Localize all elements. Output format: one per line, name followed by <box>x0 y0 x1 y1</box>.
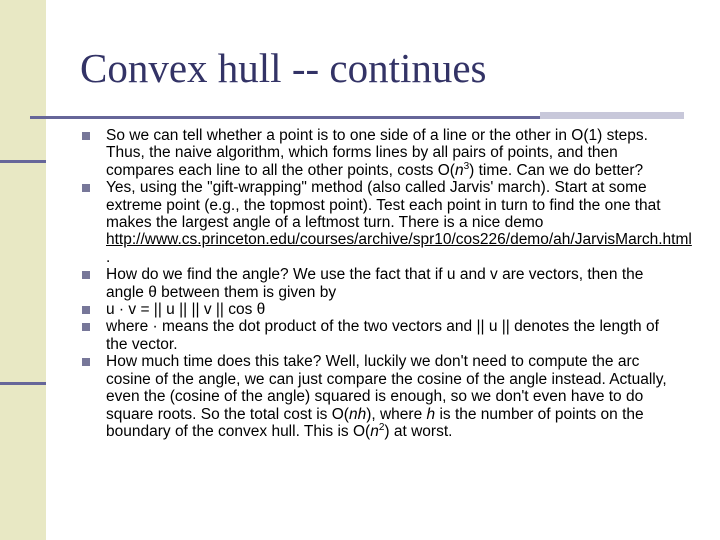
square-bullet-icon <box>82 323 90 331</box>
bullet-item: u · v = || u || || v || cos θ <box>82 301 682 318</box>
sidebar-tick-bottom <box>0 382 46 385</box>
bullet-item: Yes, using the "gift-wrapping" method (also called Jarvis' march). Start at some extreme point (e.g., the topmost point). Test each point in turn to find the one that makes the largest angle of a leftmost turn. There is a nice demo http://www.cs.princeton.edu/courses/archive/spr10/cos226/demo/ah/JarvisMarch.html . <box>82 179 682 266</box>
title-rule-accent <box>540 112 684 119</box>
square-bullet-icon <box>82 271 90 279</box>
bullet-item: where · means the dot product of the two vectors and || u || denotes the length of the vector. <box>82 318 682 353</box>
slide-title: Convex hull -- continues <box>80 45 487 91</box>
jarvis-march-demo-link[interactable]: http://www.cs.princeton.edu/courses/archive/spr10/cos226/demo/ah/JarvisMarch.html <box>106 231 692 249</box>
title-rule <box>30 116 540 119</box>
bullet-item: So we can tell whether a point is to one side of a line or the other in O(1) steps. Thus, the naive algorithm, which forms lines by all pairs of points, and then compares each line to all the other points, costs $O(n^3)$ time. Can we do better? <box>82 127 682 179</box>
square-bullet-icon <box>82 132 90 140</box>
square-bullet-icon <box>82 306 90 314</box>
bullet-list <box>82 127 692 440</box>
bullet-item: How do we find the angle? We use the fact that if u and v are vectors, then the angle θ between them is given by <box>82 266 682 301</box>
sidebar-tick-top <box>0 160 46 163</box>
sidebar-decoration <box>0 0 46 540</box>
square-bullet-icon <box>82 358 90 366</box>
bullet-item: How much time does this take? Well, luckily we don't need to compute the arc cosine of the angle, we can just compare the cosine of the angle instead. Actually, even the (cosine of the angle) squared is enough, so we don't even have to do square roots. So the total cost is O(nh), where h is the number of points on the boundary of the convex hull. This is $O(n^2)$ at worst. <box>82 353 682 440</box>
square-bullet-icon <box>82 184 90 192</box>
